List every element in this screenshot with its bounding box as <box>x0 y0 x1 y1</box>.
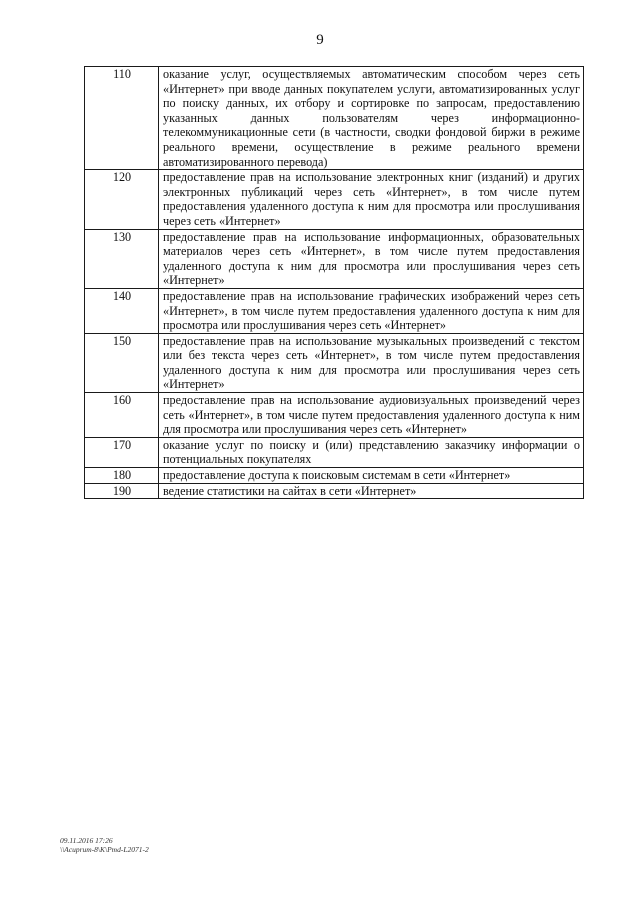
description-cell: предоставление прав на использование музыкальных произведений с текстом или без текста через сеть «Интернет», в том числе путем предоставления удаленного доступа к ним для просмотра или прослушивания через сеть «Интернет» <box>159 333 584 392</box>
footer-file-path: \\Acuprum-8\K\Pmd-L2071-2 <box>60 845 149 854</box>
table-row <box>85 393 584 438</box>
code-cell: 180 <box>85 468 159 484</box>
description-cell: предоставление прав на использование аудиовизуальных произведений через сеть «Интернет», в том числе путем предоставления удаленного доступа к ним для просмотра или прослушивания через сеть «Интернет» <box>159 393 584 438</box>
table-row <box>85 288 584 333</box>
code-cell: 130 <box>85 229 159 288</box>
code-cell: 190 <box>85 483 159 499</box>
code-cell: 140 <box>85 288 159 333</box>
description-cell: предоставление прав на использование информационных, образовательных материалов через сеть «Интернет», в том числе путем предоставления удаленного доступа к ним для просмотра или прослушивания через сеть «Интернет» <box>159 229 584 288</box>
description-cell: оказание услуг по поиску и (или) представлению заказчику информации о потенциальных покупателях <box>159 437 584 467</box>
table-row <box>85 483 584 499</box>
description-cell: предоставление прав на использование графических изображений через сеть «Интернет», в том числе путем предоставления удаленного доступа к ним для просмотра или прослушивания через сеть «Интернет» <box>159 288 584 333</box>
description-cell: ведение статистики на сайтах в сети «Интернет» <box>159 483 584 499</box>
code-cell: 150 <box>85 333 159 392</box>
code-cell: 160 <box>85 393 159 438</box>
table-row <box>85 229 584 288</box>
description-cell: оказание услуг, осуществляемых автоматическим способом через сеть «Интернет» при вводе данных покупателем услуги, автоматизированных услуг по поиску данных, их отбору и сортировке по запросам, предоставлению указанных данных пользователям через информационно-телекоммуникационные сети (в частности, сводки фондовой биржи в режиме реального времени, осуществление в режиме реального времени автоматизированного перевода) <box>159 67 584 170</box>
footer-timestamp: 09.11.2016 17:26 <box>60 836 113 845</box>
description-cell: предоставление прав на использование электронных книг (изданий) и других электронных публикаций через сеть «Интернет», в том числе путем предоставления удаленного доступа к ним для просмотра или прослушивания через сеть «Интернет» <box>159 170 584 229</box>
code-cell: 110 <box>85 67 159 170</box>
page-number: 9 <box>316 32 324 48</box>
table-row <box>85 170 584 229</box>
code-cell: 170 <box>85 437 159 467</box>
table-row <box>85 333 584 392</box>
service-codes-table <box>84 66 584 499</box>
table-row <box>85 468 584 484</box>
code-cell: 120 <box>85 170 159 229</box>
table-row <box>85 437 584 467</box>
table-row <box>85 67 584 170</box>
document-footer <box>60 836 149 854</box>
description-cell: предоставление доступа к поисковым системам в сети «Интернет» <box>159 468 584 484</box>
